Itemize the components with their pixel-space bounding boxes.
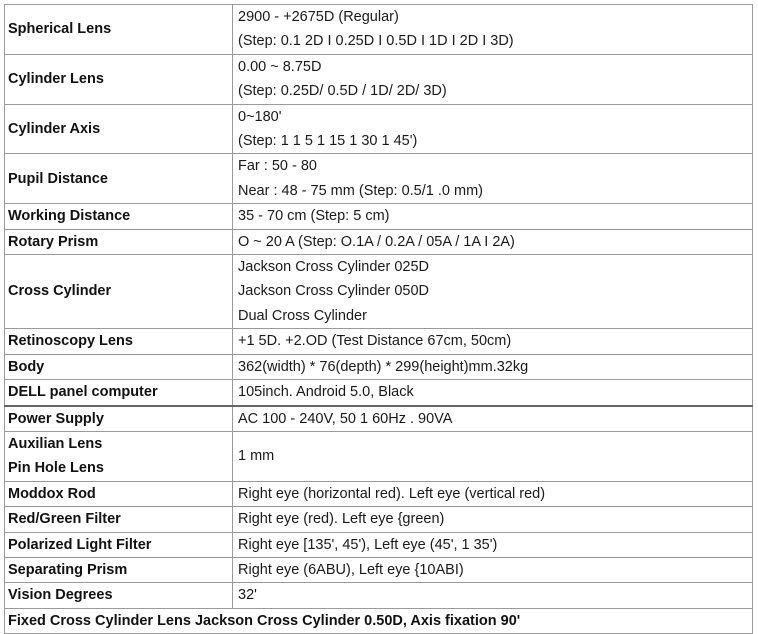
spec-row	[5, 431, 753, 481]
spec-label-cell	[5, 557, 233, 582]
spec-value: +1 5D. +2.OD (Test Distance 67cm, 50cm)	[238, 333, 512, 350]
spec-value: 1 mm	[238, 448, 275, 465]
spec-footer: Fixed Cross Cylinder Lens Jackson Cross Cylinder 0.50D, Axis fixation 90'	[5, 608, 753, 633]
spec-value-cell	[233, 229, 753, 254]
spec-label: Rotary Prism	[8, 233, 99, 250]
spec-label: Power Supply	[8, 410, 104, 427]
spec-value-cell	[233, 255, 753, 329]
spec-label-cell	[5, 5, 233, 55]
spec-row	[5, 557, 753, 582]
spec-row	[5, 329, 753, 354]
spec-value: Right eye (red). Left eye {green)	[238, 511, 445, 528]
spec-value-cell	[233, 154, 753, 204]
spec-table-body	[5, 5, 753, 634]
spec-label-cell	[5, 406, 233, 432]
spec-row	[5, 104, 753, 154]
spec-label: Cylinder Axis	[8, 120, 101, 137]
spec-value-cell	[233, 5, 753, 55]
spec-label-cell	[5, 481, 233, 506]
spec-label: Body	[8, 358, 45, 375]
spec-value: (Step: 1 1 5 1 15 1 30 1 45')	[238, 133, 418, 150]
spec-value: AC 100 - 240V, 50 1 60Hz . 90VA	[238, 410, 453, 427]
spec-label-cell	[5, 204, 233, 229]
spec-value: Jackson Cross Cylinder 050D	[238, 283, 429, 300]
spec-value-cell	[233, 354, 753, 379]
spec-table	[4, 4, 753, 634]
spec-label: Red/Green Filter	[8, 511, 121, 528]
spec-label: Auxilian Lens	[8, 435, 103, 452]
spec-value-cell	[233, 54, 753, 104]
spec-label-cell	[5, 507, 233, 532]
spec-value: Far : 50 - 80	[238, 158, 317, 175]
spec-label-cell	[5, 104, 233, 154]
spec-value: Right eye [135', 45'), Left eye (45', 1 35')	[238, 536, 498, 553]
spec-value-cell	[233, 481, 753, 506]
spec-label: Pin Hole Lens	[8, 460, 104, 477]
spec-label: Retinoscopy Lens	[8, 333, 133, 350]
spec-label: Separating Prism	[8, 561, 128, 578]
spec-label-cell	[5, 380, 233, 406]
spec-label: Working Distance	[8, 208, 131, 225]
spec-row	[5, 5, 753, 55]
spec-value: Near : 48 - 75 mm (Step: 0.5/1 .0 mm)	[238, 182, 483, 199]
spec-label-cell	[5, 154, 233, 204]
spec-label: Spherical Lens	[8, 21, 112, 38]
spec-value-cell	[233, 380, 753, 406]
spec-label-cell	[5, 229, 233, 254]
spec-row	[5, 507, 753, 532]
spec-value: Right eye (horizontal red). Left eye (vertical red)	[238, 485, 546, 502]
spec-footer-row	[5, 608, 753, 633]
spec-label-cell	[5, 329, 233, 354]
spec-row	[5, 583, 753, 608]
spec-value: O ~ 20 A (Step: O.1A / 0.2A / 05A / 1A I 2A)	[238, 233, 515, 250]
spec-value-cell	[233, 532, 753, 557]
spec-value-cell	[233, 583, 753, 608]
spec-value: 0.00 ~ 8.75D	[238, 58, 322, 75]
spec-value: (Step: 0.25D/ 0.5D / 1D/ 2D/ 3D)	[238, 83, 447, 100]
spec-row	[5, 481, 753, 506]
spec-label: Polarized Light Filter	[8, 536, 152, 553]
spec-value: (Step: 0.1 2D I 0.25D I 0.5D I 1D I 2D I 3D)	[238, 33, 514, 50]
spec-label-cell	[5, 532, 233, 557]
spec-value: 105inch. Android 5.0, Black	[238, 384, 414, 401]
spec-row	[5, 204, 753, 229]
spec-value: 35 - 70 cm (Step: 5 cm)	[238, 208, 390, 225]
spec-value-cell	[233, 406, 753, 432]
spec-value: 2900 - +2675D (Regular)	[238, 9, 399, 25]
spec-label: Cylinder Lens	[8, 71, 104, 88]
spec-value: Jackson Cross Cylinder 025D	[238, 259, 429, 276]
spec-value: 32'	[238, 587, 257, 604]
spec-row	[5, 532, 753, 557]
spec-row	[5, 354, 753, 379]
spec-value-cell	[233, 104, 753, 154]
spec-label: Moddox Rod	[8, 485, 96, 502]
spec-label-cell	[5, 354, 233, 379]
spec-label: DELL panel computer	[8, 384, 158, 401]
spec-label-cell	[5, 583, 233, 608]
spec-value-cell	[233, 557, 753, 582]
spec-value-cell	[233, 431, 753, 481]
spec-value: 362(width) * 76(depth) * 299(height)mm.32kg	[238, 358, 529, 375]
spec-value-cell	[233, 204, 753, 229]
spec-label-cell	[5, 431, 233, 481]
spec-row	[5, 54, 753, 104]
spec-row	[5, 406, 753, 432]
spec-value: Dual Cross Cylinder	[238, 307, 367, 324]
spec-label: Cross Cylinder	[8, 283, 112, 300]
spec-row	[5, 154, 753, 204]
spec-label: Pupil Distance	[8, 170, 108, 187]
spec-row	[5, 255, 753, 329]
spec-row	[5, 380, 753, 406]
spec-value: Right eye (6ABU), Left eye {10ABI)	[238, 561, 464, 578]
spec-label-cell	[5, 255, 233, 329]
spec-label: Vision Degrees	[8, 587, 113, 604]
spec-value: 0~180'	[238, 108, 282, 125]
spec-value-cell	[233, 507, 753, 532]
spec-value-cell	[233, 329, 753, 354]
spec-row	[5, 229, 753, 254]
spec-label-cell	[5, 54, 233, 104]
